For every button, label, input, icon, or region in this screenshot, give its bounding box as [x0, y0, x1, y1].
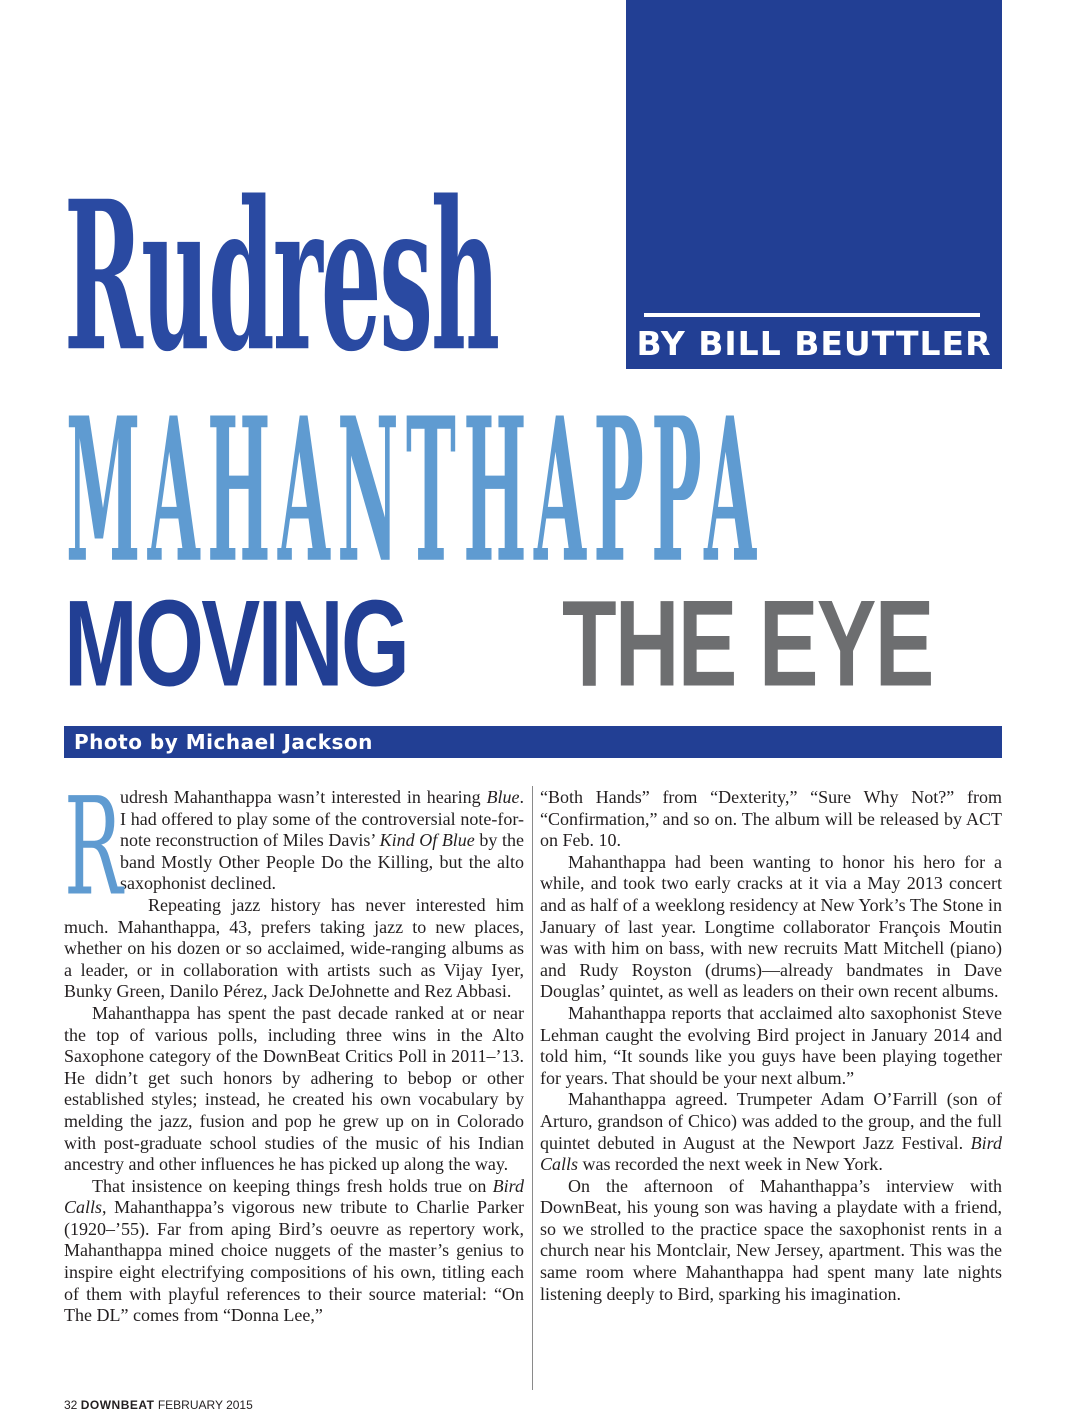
byline-rule	[644, 313, 980, 317]
photo-credit: Photo by Michael Jackson	[74, 730, 373, 754]
column-divider	[532, 786, 533, 1390]
byline: BY BILL BEUTTLER	[636, 324, 992, 363]
article-paragraph: Mahanthappa had been wanting to honor his hero for a while, and took two early cracks at it via a May 2013 concert and as half of a weeklong residency at New York’s The Stone in January of last year. Longtime collaborator François Moutin was with him on bass, with new recruits Matt Mitchell (piano) and Rudy Royston (drums)—already bandmates in Dave Douglas’ quintet, as well as leaders on their own recent albums.	[540, 851, 1002, 1002]
article-paragraph: Mahanthappa has spent the past decade ranked at or near the top of various polls, including three wins in the Alto Saxophone category of the DownBeat Critics Poll in 2011–’13. He didn’t get such honors by adhering to bebop or other established styles; instead, he created his own vocabulary by melding the jazz, fusion and pop he grew up on in Colorado with post-graduate school studies of the music of his Indian ancestry and other influences he has picked up along the way.	[64, 1002, 524, 1175]
article-column-left	[64, 769, 525, 1327]
deck-moving: MOVING	[64, 575, 408, 713]
drop-cap: R	[64, 769, 123, 926]
article-paragraph: Repeating jazz history has never interested him much. Mahanthappa, 43, prefers taking jazz to new places, whether on his dozen or so acclaimed, wide-ranging albums as a leader, or in collaboration with artists such as Vijay Iyer, Bunky Green, Danilo Pérez, Jack DeJohnette and Rez Abbasi.	[64, 894, 524, 1002]
article-column-right	[540, 787, 1002, 1305]
headline-last-name: MAHANTHAPPA	[66, 374, 764, 607]
article-paragraph: That insistence on keeping things fresh holds true on Bird Calls, Mahanthappa’s vigorous new tribute to Charlie Parker (1920–’55). Far from aping Bird’s oeuvre as repertory work, Mahanthappa mined choice nuggets of the master’s genius to inspire eight electrifying compositions of his own, titling each of them with playful references to their source material: “On The DL” comes from “Donna Lee,”	[64, 1175, 524, 1326]
issue-date: FEBRUARY 2015	[157, 1398, 253, 1412]
headline-first-name: Rudresh	[64, 155, 499, 398]
article-paragraph: On the afternoon of Mahanthappa’s interview with DownBeat, his young son was having a playdate with a friend, so we strolled to the practice space the saxophonist rents in a church near his Montclair, New Jersey, apartment. This was the same room where Mahanthappa had spent many late nights listening deeply to Bird, sparking his imagination.	[540, 1175, 1002, 1304]
article-paragraph: R udresh Mahanthappa wasn’t interested in hearing Blue. I had offered to play some of the controversial note-for-note reconstruction of Miles Davis’ Kind Of Blue by the band Mostly Other People Do the Killing, but the alto saxophonist declined.	[64, 787, 524, 895]
page-number: 32	[64, 1398, 78, 1412]
deck-the-eye: THE EYE	[562, 575, 933, 713]
page-footer	[64, 1398, 253, 1412]
article-paragraph: Mahanthappa agreed. Trumpeter Adam O’Farrill (son of Arturo, grandson of Chico) was added to the group, and the full quintet debuted in August at the Newport Jazz Festival. Bird Calls was recorded the next week in New York.	[540, 1089, 1002, 1175]
magazine-name: DOWNBEAT	[80, 1398, 155, 1412]
article-paragraph: Mahanthappa reports that acclaimed alto saxophonist Steve Lehman caught the evolving Bird project in January 2014 and told him, “It sounds like you guys have been playing together for years. That should be your next album.”	[540, 1002, 1002, 1088]
article-paragraph: “Both Hands” from “Dexterity,” “Sure Why Not?” from “Confirmation,” and so on. The album will be released by ACT on Feb. 10.	[540, 787, 1002, 851]
